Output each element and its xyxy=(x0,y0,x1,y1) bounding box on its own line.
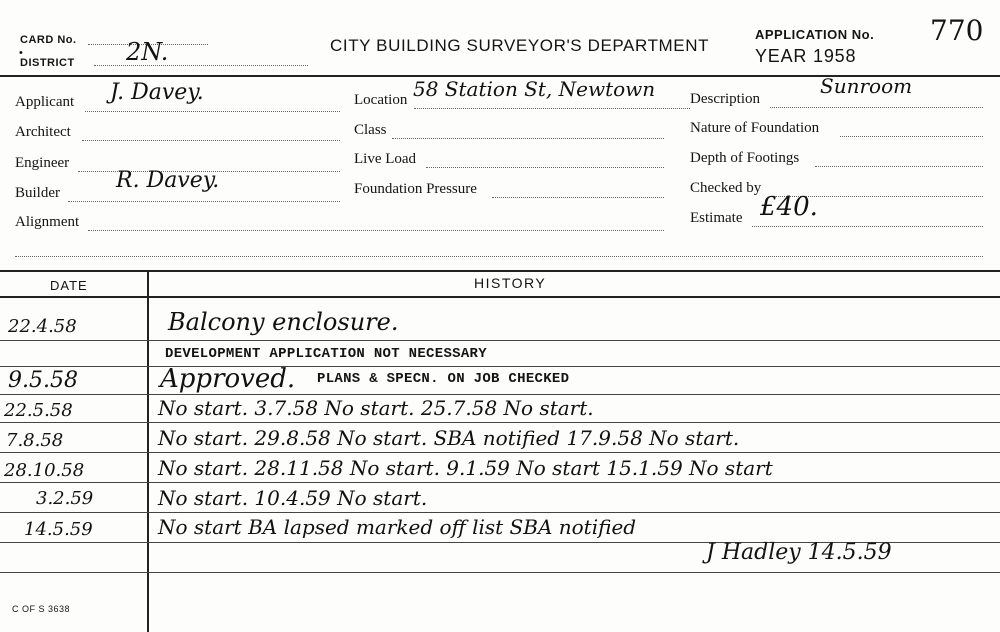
live-load-label: Live Load xyxy=(354,151,417,167)
row-line xyxy=(0,340,1000,341)
engineer-label: Engineer xyxy=(15,155,70,171)
district-value: 2N. xyxy=(126,38,169,66)
date-column-divider xyxy=(147,270,149,632)
class-label: Class xyxy=(354,122,387,138)
history-date: 28.10.58 xyxy=(4,460,85,481)
estimate-label: Estimate xyxy=(690,210,743,226)
department-title: CITY BUILDING SURVEYOR'S DEPARTMENT xyxy=(330,36,710,55)
history-stamp: PLANS & SPECN. ON JOB CHECKED xyxy=(317,371,570,387)
builder-dots xyxy=(68,201,340,202)
applicant-dots xyxy=(85,111,340,112)
history-entry: No start. 3.7.58 No start. 25.7.58 No start. xyxy=(158,396,594,420)
builder-label: Builder xyxy=(15,185,60,201)
card-no-label: CARD No. xyxy=(20,34,77,46)
checked-by-label: Checked by xyxy=(690,180,762,196)
description-label: Description xyxy=(690,91,760,107)
history-date: 3.2.59 xyxy=(36,488,94,509)
estimate-dots xyxy=(752,226,983,227)
history-top-rule xyxy=(0,270,1000,272)
row-line xyxy=(0,452,1000,453)
year-label: YEAR 1958 xyxy=(755,46,857,66)
history-date: 9.5.58 xyxy=(8,368,78,393)
location-dots xyxy=(414,108,690,109)
history-entry: No start. 29.8.58 No start. SBA notified 17.9.58 No start. xyxy=(158,426,740,450)
live-load-dots xyxy=(426,167,664,168)
bullet-dot: • xyxy=(19,47,23,59)
row-line xyxy=(0,422,1000,423)
date-column-header: DATE xyxy=(50,278,88,293)
description-value: Sunroom xyxy=(820,74,913,98)
application-number: 770 xyxy=(930,14,984,47)
foundation-pressure-label: Foundation Pressure xyxy=(354,181,477,197)
alignment-dots xyxy=(88,230,664,231)
form-code: C OF S 3638 xyxy=(12,604,71,614)
estimate-value: £40. xyxy=(760,192,818,222)
history-date: 14.5.59 xyxy=(24,519,93,540)
row-line xyxy=(0,512,1000,513)
signature: J Hadley 14.5.59 xyxy=(706,540,892,565)
history-stamp: DEVELOPMENT APPLICATION NOT NECESSARY xyxy=(165,346,487,362)
alignment-label: Alignment xyxy=(15,214,80,230)
application-no-label: APPLICATION No. xyxy=(755,27,875,42)
foundation-pressure-dots xyxy=(492,197,664,198)
applicant-value: J. Davey. xyxy=(110,80,204,105)
architect-label: Architect xyxy=(15,124,71,140)
description-dots xyxy=(770,107,983,108)
row-line xyxy=(0,366,1000,367)
depth-of-footings-label: Depth of Footings xyxy=(690,150,800,166)
history-entry: No start BA lapsed marked off list SBA notified xyxy=(158,515,637,539)
nature-dots xyxy=(840,136,983,137)
history-date: 22.4.58 xyxy=(8,316,77,337)
blank-row-dots xyxy=(15,256,983,257)
row-line xyxy=(0,394,1000,395)
history-header-rule xyxy=(0,296,1000,298)
row-line xyxy=(0,572,1000,573)
builder-value: R. Davey. xyxy=(116,168,220,193)
depth-dots xyxy=(815,166,983,167)
history-entry: Balcony enclosure. xyxy=(168,308,399,336)
history-date: 22.5.58 xyxy=(4,400,73,421)
nature-of-foundation-label: Nature of Foundation xyxy=(690,120,820,136)
district-label: DISTRICT xyxy=(20,57,75,69)
location-label: Location xyxy=(354,92,408,108)
class-dots xyxy=(392,138,664,139)
architect-dots xyxy=(82,140,340,141)
location-value: 58 Station St, Newtown xyxy=(413,77,656,101)
history-entry: Approved. xyxy=(160,364,296,394)
history-entry: No start. 10.4.59 No start. xyxy=(158,486,428,510)
history-date: 7.8.58 xyxy=(6,430,64,451)
applicant-label: Applicant xyxy=(15,94,75,110)
row-line xyxy=(0,482,1000,483)
history-entry: No start. 28.11.58 No start. 9.1.59 No start 15.1.59 No start xyxy=(158,456,773,480)
history-column-header: HISTORY xyxy=(474,275,547,291)
